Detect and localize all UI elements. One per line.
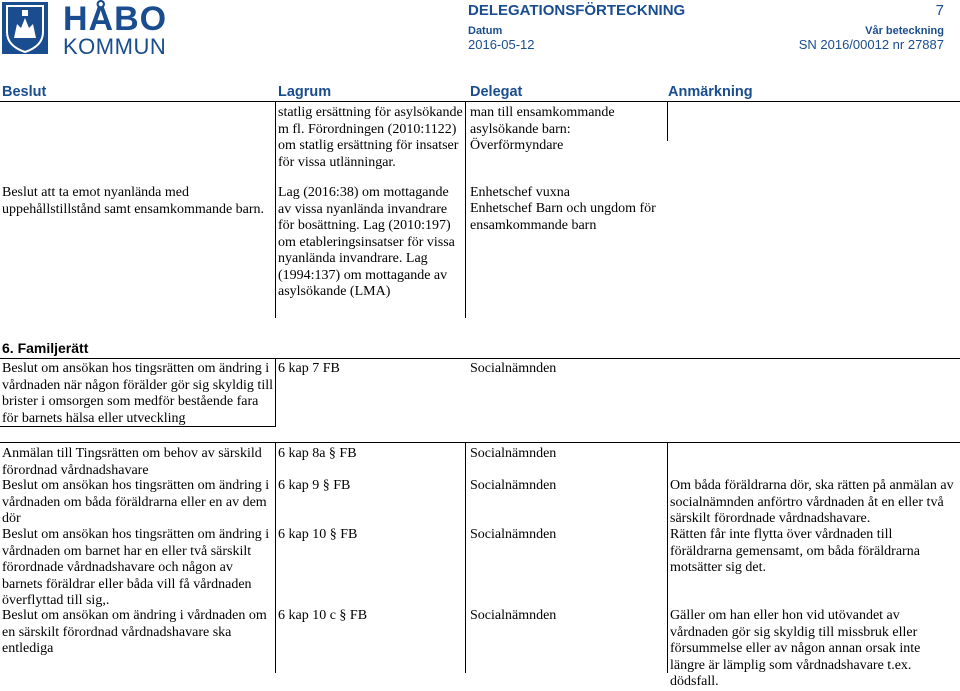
table-rule xyxy=(0,442,960,443)
column-divider xyxy=(465,101,466,318)
logo-wordmark-habo: HÅBO xyxy=(63,0,168,38)
reference-label: Vår beteckning xyxy=(865,25,944,37)
document-title: DELEGATIONSFÖRTECKNING xyxy=(468,2,686,19)
column-divider xyxy=(667,101,668,141)
table-cell-lagrum: 6 kap 10 c § FB xyxy=(278,608,368,623)
table-cell-beslut: Beslut om ansökan hos tingsrätten om ändring i vårdnaden om båda föräldrarna eller en av dem dör xyxy=(2,478,270,526)
date-label: Datum xyxy=(468,25,503,37)
table-cell-lagrum: 6 kap 7 FB xyxy=(278,361,340,376)
date-value: 2016-05-12 xyxy=(468,37,535,52)
table-cell-delegat-line2: Enhetschef Barn och ungdom för ensamkommande barn xyxy=(470,201,656,233)
page-number: 7 xyxy=(935,2,944,19)
table-cell-delegat-line1: Enhetschef vuxna xyxy=(470,185,570,200)
table-cell-delegat: Socialnämnden xyxy=(470,608,557,623)
table-cell-anmarkning: Om båda föräldrarna dör, ska rätten på anmälan av socialnämnden anförtro vårdnaden åt en eller två särskilt förordnade vårdnadshavare. xyxy=(670,478,954,526)
table-cell-delegat: Socialnämnden xyxy=(470,478,557,493)
column-divider xyxy=(275,442,276,673)
table-rule xyxy=(0,101,960,102)
logo-wordmark-kommun: KOMMUN xyxy=(63,34,167,59)
table-cell-beslut: Beslut att ta emot nyanlända med uppehållstillstånd samt ensamkommande barn. xyxy=(2,185,265,217)
column-header-anmarkning: Anmärkning xyxy=(668,84,753,100)
column-header-lagrum: Lagrum xyxy=(278,84,332,100)
table-cell-delegat: man till ensamkommande asylsökande barn: Överförmyndare xyxy=(470,105,615,153)
reference-value: SN 2016/00012 nr 27887 xyxy=(798,37,944,52)
table-cell-beslut: Beslut om ansökan om ändring i vårdnaden om en särskilt förordnad vårdnadshavare ska entlediga xyxy=(2,608,267,656)
table-cell-anmarkning: Gäller om han eller hon vid utövandet av vårdnaden gör sig skyldig till missbruk eller försummelse eller av någon annan orsak inte längre är lämplig som vårdnadshavare t.ex. dödsfall. xyxy=(670,608,921,689)
column-divider xyxy=(667,442,668,673)
table-cell-lagrum: statlig ersättning för asylsökande m fl. Förordningen (2010:1122) om statlig ersättning för insatser för vissa utlänningar. xyxy=(278,105,463,170)
table-cell-delegat: Socialnämnden xyxy=(470,527,557,542)
column-header-beslut: Beslut xyxy=(2,84,47,100)
table-cell-anmarkning: Rätten får inte flytta över vårdnaden till föräldrarna gemensamt, om båda föräldrarna motsätter sig det. xyxy=(670,527,920,575)
column-divider xyxy=(275,358,276,426)
municipality-crest-icon xyxy=(2,2,48,54)
table-cell-beslut: Beslut om ansökan hos tingsrätten om ändring i vårdnaden om barnet har en eller två särskilt förordnade vårdnadshavare och någon av barnets föräldrar eller båda vill få vårdnaden överflyttad till sig,. xyxy=(2,527,270,608)
table-cell-lagrum: 6 kap 10 § FB xyxy=(278,527,358,542)
column-divider xyxy=(465,442,466,673)
table-cell-delegat: Socialnämnden xyxy=(470,446,557,461)
column-divider xyxy=(275,101,276,318)
table-cell-delegat: Socialnämnden xyxy=(470,361,557,376)
table-cell-lagrum: 6 kap 9 § FB xyxy=(278,478,351,493)
table-rule xyxy=(0,358,960,359)
table-cell-beslut: Anmälan till Tingsrätten om behov av särskild förordnad vårdnadshavare xyxy=(2,446,262,478)
column-header-delegat: Delegat xyxy=(470,84,523,100)
section-heading: 6. Familjerätt xyxy=(2,340,89,356)
table-cell-lagrum: 6 kap 8a § FB xyxy=(278,446,357,461)
table-cell-beslut: Beslut om ansökan hos tingsrätten om ändring i vårdnaden när någon förälder gör sig skyldig till brister i omsorgen som medför bestående fara för barnets hälsa eller utveckling xyxy=(2,361,273,426)
table-cell-lagrum: Lag (2016:38) om mottagande av vissa nyanlända invandrare för bosättning. Lag (2010:197) om etableringsinsatser för vissa nyanlända invandrare. Lag (1994:137) om mottagande av asylsökande (LMA) xyxy=(278,185,455,299)
